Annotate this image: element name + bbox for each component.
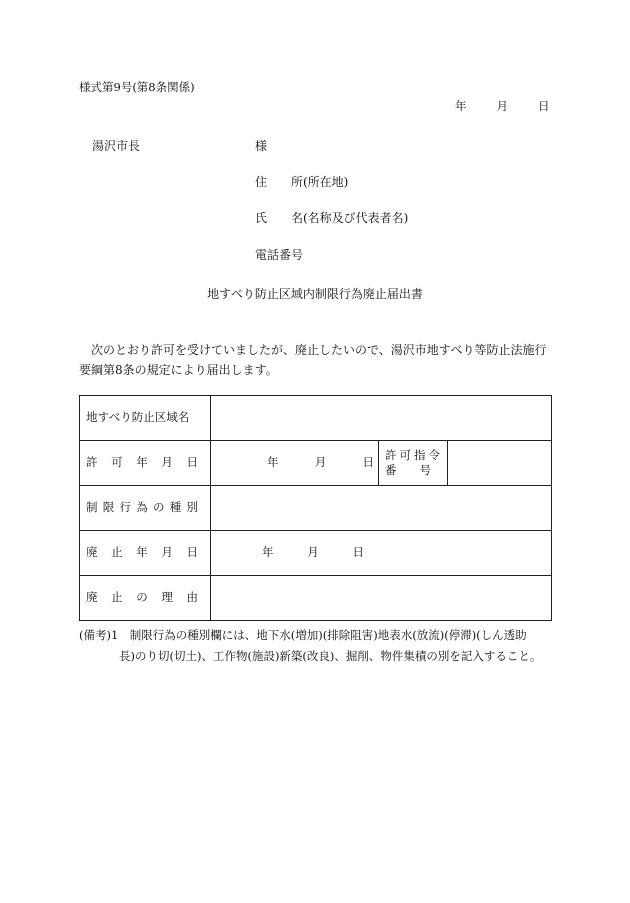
restriction-type-char: 為 [136,500,148,515]
submission-date [455,101,550,113]
body-text: 次のとおり許可を受けていましたが、廃止したいので、湯沢市地すべり等防止法施行要綱第8条の規定により届出します。 [79,343,547,377]
date-day-label: 日 [538,99,550,113]
restriction-type-value[interactable] [211,486,552,531]
row-abolition-reason [80,576,552,621]
abolition-reason-char: 由 [186,590,198,605]
permit-date-char: 許 [86,455,98,470]
addressee-honorific: 様 [255,139,268,153]
permit-date-char: 日 [186,455,198,470]
abolition-date-label [80,531,211,576]
row-abolition-date [80,531,552,576]
permit-date-month: 月 [314,455,327,470]
notification-table [79,395,552,621]
row-area-name [80,396,552,441]
abolition-reason-char: 理 [161,590,173,605]
form-number: 様式第9号(第8条関係) [79,80,195,94]
date-month-label: 月 [496,99,508,113]
area-name-label-text: 地すべり防止区域名 [86,410,190,425]
abolition-reason-char: 廃 [86,590,98,605]
area-name-value[interactable] [211,396,552,441]
restriction-type-char: 制 [86,500,98,515]
permit-date-day: 日 [362,455,374,470]
permit-date-char: 年 [136,455,148,470]
abolition-date-char: 止 [111,545,123,560]
area-name-label [80,396,211,441]
permit-number-value[interactable] [448,441,552,486]
row-restriction-type [80,486,552,531]
abolition-date-value[interactable] [211,531,552,576]
date-year-label: 年 [455,99,467,113]
document-title: 地すべり防止区域内制限行為廃止届出書 [207,287,423,301]
applicant-address-label: 住 所(所在地) [255,175,349,189]
restriction-type-label [80,486,211,531]
remarks-line-2: 長)のり切(切土)、工作物(施設)新築(改良)、掘削、物件集積の別を記入すること。 [119,649,542,663]
row-permit-date [80,441,552,486]
restriction-type-char: 種 [169,500,182,515]
permit-number-label-line2: 番 号 [385,463,431,477]
permit-date-char: 可 [111,455,123,470]
permit-date-label [80,441,211,486]
abolition-date-char: 月 [161,545,173,560]
restriction-type-char: 別 [186,500,198,515]
abolition-reason-value[interactable] [211,576,552,621]
abolition-date-year: 年 [262,545,274,560]
abolition-date-day: 日 [352,545,364,560]
restriction-type-char: の [153,500,165,515]
addressee-name: 湯沢市長 [92,139,141,153]
abolition-date-char: 廃 [86,545,98,560]
abolition-date-char: 日 [186,545,198,560]
abolition-reason-char: 止 [111,590,123,605]
permit-number-label-line1: 許可指令 [385,448,443,462]
abolition-reason-char: の [136,590,148,605]
remarks-line-1: (備考)1 制限行為の種別欄には、地下水(増加)(排除阻害)地表水(放流)(停滞)(しん透助 [79,628,527,642]
permit-number-label [379,441,448,486]
abolition-date-char: 年 [136,545,148,560]
permit-date-value[interactable] [211,441,379,486]
applicant-phone-label: 電話番号 [255,248,304,262]
restriction-type-char: 限 [102,500,115,515]
restriction-type-char: 行 [119,500,131,515]
permit-date-year: 年 [267,455,279,470]
abolition-reason-label [80,576,211,621]
abolition-date-month: 月 [307,545,319,560]
applicant-name-label: 氏 名(名称及び代表者名) [255,211,409,225]
permit-date-char: 月 [161,455,173,470]
